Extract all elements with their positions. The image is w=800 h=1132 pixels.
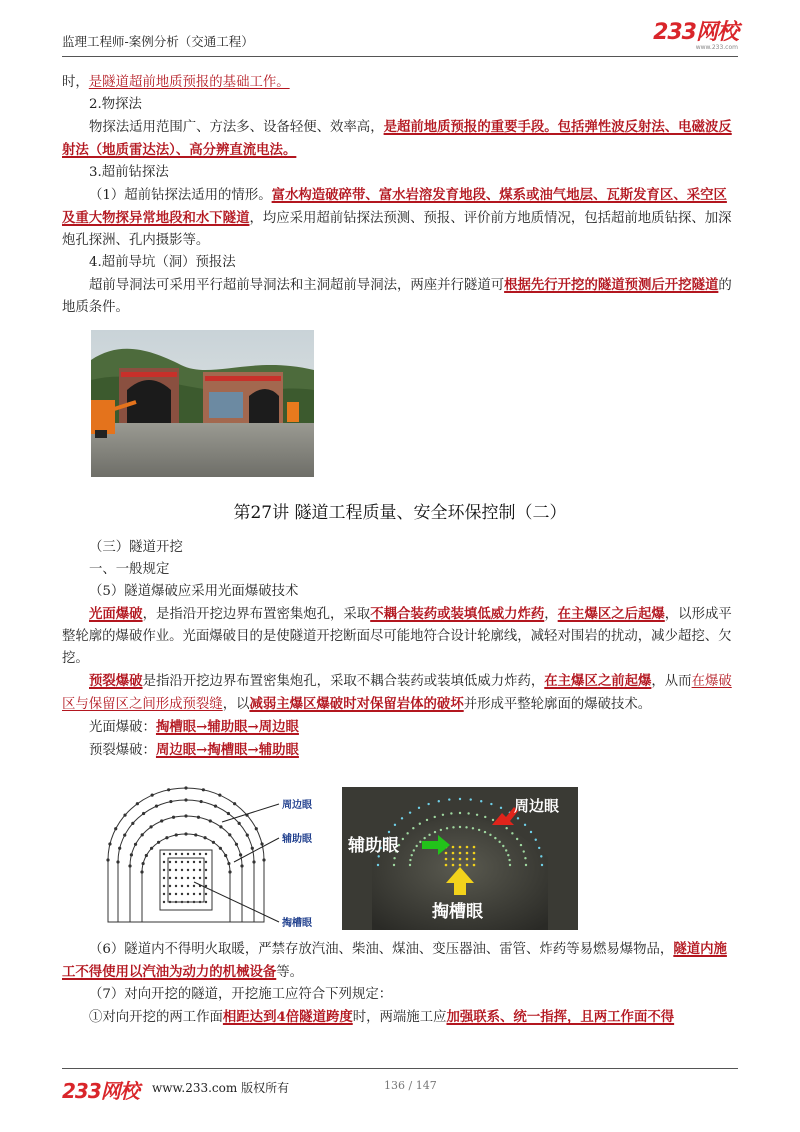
face-hole-dot [448,798,450,800]
face-cut-dot [466,852,469,855]
face-cut-dot [466,864,469,867]
face-cut-dot [452,864,455,867]
sequence-value: 掏槽眼→辅助眼→周边眼 [155,719,299,735]
face-cut-dot [452,858,455,861]
face-hole-dot [472,827,474,829]
face-hole-dot [480,800,482,802]
face-hole-dot [409,864,411,866]
face-hole-dot [450,812,452,814]
face-hole-dot [434,831,436,833]
blast-hole-dot [184,814,187,817]
cut-hole-dot [169,877,171,879]
face-cut-dot [452,852,455,855]
face-hole-dot [535,839,537,841]
cut-hole-dot [175,861,177,863]
cut-hole-dot [175,877,177,879]
cut-hole-dot [181,869,183,871]
face-cut-dot [445,858,448,861]
cut-hole-dot [199,861,201,863]
blast-hole-dot [118,847,121,850]
blast-hole-dot [165,836,168,839]
blast-hole-dot [106,858,109,861]
cut-hole-dot [193,901,195,903]
cut-hole-dot [187,861,189,863]
face-hole-dot [440,829,442,831]
cut-hole-dot [175,893,177,895]
blast-hole-dot [151,794,154,797]
face-hole-dot [508,859,510,861]
highlight-text: 汽油为动力的机械设备 [142,964,277,980]
face-hole-dot [470,798,472,800]
face-hole-dot [418,807,420,809]
blast-hole-dot [141,833,144,836]
blast-hole-dot [238,822,241,825]
text: （1）超前钻探法适用的情形。 [89,188,272,203]
face-hole-dot [411,854,413,856]
cut-hole-dot [199,877,201,879]
sequence-smooth [62,716,738,739]
face-hole-dot [509,864,511,866]
blast-hole-dot [255,827,258,830]
blast-hole-dot [239,853,242,856]
cut-hole-dot [175,853,177,855]
sequence-value: 周边眼→掏槽眼→辅助眼 [155,742,299,758]
blast-hole-dot [209,819,212,822]
cut-hole-dot [169,853,171,855]
blast-hole-dot [128,864,131,867]
label-auxiliary-holes: 辅助眼 [282,834,312,845]
blast-hole-dot [246,833,249,836]
face-hole-dot [452,826,454,828]
blast-hole-dot [116,860,119,863]
face-hole-dot [498,841,500,843]
face-hole-dot [520,844,522,846]
cut-hole-dot [169,869,171,871]
cut-hole-dot [205,893,207,895]
blast-hole-dot [233,802,236,805]
cut-hole-dot [205,853,207,855]
paragraph-item7-1 [62,1006,738,1029]
paragraph-presplit-blasting [62,670,738,716]
blast-hole-dot [131,822,134,825]
face-hole-dot [415,845,417,847]
cut-hole-dot [163,885,165,887]
cut-hole-dot [169,861,171,863]
blast-hole-dot [228,870,231,873]
face-hole-dot [428,834,430,836]
sequence-label: 光面爆破： [89,720,156,735]
face-hole-dot [426,819,428,821]
cut-hole-dot [163,893,165,895]
face-hole-dot [419,841,421,843]
subheading: 2.物探法 [89,97,142,112]
face-hole-dot [516,838,518,840]
paragraph [62,274,738,319]
blast-hole-dot [134,843,137,846]
blast-hole-dot [214,805,217,808]
face-hole-dot [388,831,390,833]
cut-hole-dot [169,893,171,895]
blast-hole-dot [184,786,187,789]
section-heading: （三）隧道开挖 [89,540,183,555]
highlight-text: 在主爆区之前起爆 [544,673,652,689]
photo-label-cut: 掏槽眼 [432,902,483,922]
face-hole-dot [489,834,491,836]
cut-hole-dot [187,877,189,879]
blast-hole-dot [218,794,221,797]
paragraph [62,184,738,252]
blast-hole-dot [219,847,222,850]
highlight-text: 加强联系、统一指挥，且两工作面不得 [446,1009,675,1025]
cut-hole-dot [181,885,183,887]
subheading: 3.超前钻探法 [89,165,169,180]
term-smooth-blasting: 光面爆破 [89,606,143,622]
face-hole-dot [476,814,478,816]
highlight-text: 是隧道超前地质预报的基础工作。 [88,75,290,90]
paragraph [62,72,738,94]
paragraph-item7: （7）对向开挖的隧道，开挖施工应符合下列规定： [89,987,393,1002]
face-hole-dot [540,855,542,857]
face-hole-dot [523,850,525,852]
face-hole-dot [511,832,513,834]
face-hole-dot [427,803,429,805]
label-perimeter-holes: 周边眼 [282,800,312,811]
face-hole-dot [409,811,411,813]
face-hole-dot [517,817,519,819]
face-hole-dot [505,827,507,829]
face-hole-dot [467,812,469,814]
face-hole-dot [393,864,395,866]
subheading: 4.超前导坑（洞）预报法 [89,255,236,270]
highlight-text: 在爆破区与保留区之间形成预裂缝 [62,674,732,712]
face-cut-dot [473,852,476,855]
face-cut-dot [466,858,469,861]
cut-hole-dot [193,853,195,855]
cut-hole-dot [181,901,183,903]
cut-hole-dot [163,861,165,863]
blast-hole-dot [172,816,175,819]
cut-hole-dot [205,861,207,863]
blast-hole-dot [130,853,133,856]
blast-hole-dot [262,858,265,861]
face-hole-dot [402,838,404,840]
section-safety-rules [62,938,738,1029]
face-hole-dot [492,819,494,821]
blast-hole-dot [145,854,148,857]
blast-hole-dot [260,842,263,845]
highlight-text: 减弱主爆区爆破时对保留岩体的破坏 [249,696,464,712]
blast-hole-dot [203,836,206,839]
text: 物探法适用范围广、方法多、设备轻便、效率高， [89,120,384,135]
blast-hole-dot [169,800,172,803]
face-hole-dot [446,827,448,829]
face-hole-dot [459,812,461,814]
text: 等。 [276,965,304,980]
term-presplit-blasting: 预裂爆破 [89,673,143,689]
face-hole-dot [438,800,440,802]
cut-hole-dot [199,901,201,903]
blast-hole-dot [228,833,231,836]
cut-hole-dot [181,861,183,863]
highlight-text: 根据先行开挖的隧道预测后开挖隧道 [504,277,719,293]
text: ，均应采用超前钻探法预测、预报、评价前方地质情况，包括超前地质钻探、加深炮孔探洲、孔内摄影等。 [62,211,732,248]
cut-hole-dot [181,877,183,879]
page-footer [62,1068,738,1103]
face-hole-dot [442,814,444,816]
cut-hole-dot [193,893,195,895]
subheading: （5）隧道爆破应采用光面爆破技术 [89,584,299,599]
face-hole-dot [377,864,379,866]
face-cut-dot [459,846,462,849]
face-cut-dot [459,852,462,855]
face-hole-dot [394,824,396,826]
cut-hole-dot [163,877,165,879]
blast-hole-dot [194,833,197,836]
text: ，以 [222,697,250,712]
face-hole-dot [459,798,461,800]
blast-hole-dot [142,862,145,865]
blast-hole-dot [212,841,215,844]
blast-hole-dot [184,832,187,835]
face-hole-dot [409,859,411,861]
face-hole-dot [423,837,425,839]
cut-hole-dot [169,901,171,903]
tunnel-face-photo [342,787,578,930]
photo-label-perimeter: 周边眼 [514,797,560,815]
blast-hole-dot [175,833,178,836]
logo-subtext: www.233.com [695,44,738,51]
blast-hole-dot [150,847,153,850]
face-cut-dot [459,858,462,861]
face-cut-dot [466,846,469,849]
blast-hole-dot [227,862,230,865]
cut-hole-dot [205,869,207,871]
cut-hole-dot [181,853,183,855]
face-hole-dot [490,803,492,805]
blast-hole-dot [184,798,187,801]
section-tunnel-excavation [62,537,738,762]
paragraph-item6 [62,938,738,984]
face-cut-dot [459,864,462,867]
face-hole-dot [465,826,467,828]
sequence-presplit [62,739,738,762]
text: ， [544,607,558,622]
cut-hole-dot [169,885,171,887]
text: ，是指沿开挖边界布置密集炮孔，采取 [142,607,371,622]
sequence-label: 预裂爆破： [89,743,156,758]
highlight-text: 隧道内施工不得使用以 [62,941,727,980]
face-hole-dot [419,823,421,825]
cut-hole-dot [205,901,207,903]
face-hole-dot [530,831,532,833]
blast-hole-dot [200,800,203,803]
face-hole-dot [412,827,414,829]
highlight-text: 相距达到4倍隧道跨度 [222,1009,353,1025]
blast-hole-dot [155,805,158,808]
cut-hole-dot [163,901,165,903]
blast-hole-dot [123,833,126,836]
brand-logo [653,22,738,52]
face-hole-dot [524,824,526,826]
section-geological-forecast [62,72,738,319]
face-hole-dot [541,864,543,866]
blast-hole-dot [114,827,117,830]
highlight-text: 在主爆区之后起爆 [557,606,665,622]
blast-hole-dot [167,788,170,791]
cut-hole-dot [199,869,201,871]
page-number: 136 / 147 [384,1079,437,1092]
face-hole-dot [507,854,509,856]
cut-hole-dot [187,901,189,903]
face-cut-dot [445,864,448,867]
text: 超前导洞法可采用平行超前导洞法和主洞超前导洞法，两座并行隧道可 [89,278,505,293]
subheading: 一、一般规定 [89,562,170,577]
highlight-text: 富水构造破碎带、富水岩溶发育地段、煤系或油气地层、瓦斯发育区、采空区及重大物探异常地段和水下隧道 [62,187,727,226]
blast-hole-dot [251,847,254,850]
page-header [62,22,738,57]
blast-hole-dot [157,841,160,844]
face-cut-dot [473,846,476,849]
text: 并形成平整轮廓面的爆破技术。 [463,697,652,712]
face-hole-dot [393,857,395,859]
cut-hole-dot [193,869,195,871]
blast-hole-dot [235,843,238,846]
photo-label-auxiliary: 辅助眼 [348,836,399,856]
face-hole-dot [478,829,480,831]
face-hole-dot [484,831,486,833]
cut-hole-dot [175,869,177,871]
blast-hole-dot [123,814,126,817]
blast-hole-dot [140,870,143,873]
text: ，从而 [651,674,692,689]
text: （6）隧道内不得明火取暖，严禁存放汽油、柴油、煤油、变压器油、雷管、炸药等易燃易爆物品， [89,942,674,957]
cut-hole-dot [205,877,207,879]
cut-hole-dot [193,885,195,887]
cut-hole-dot [175,901,177,903]
face-hole-dot [502,845,504,847]
face-hole-dot [484,816,486,818]
cut-hole-dot [181,893,183,895]
paragraph-smooth-blasting [62,603,738,670]
cut-hole-dot [193,861,195,863]
blast-hole-dot [136,802,139,805]
text: 时， [62,75,89,90]
logo-text: 233网校 [653,20,738,45]
blast-hole-dot [219,825,222,828]
face-cut-dot [452,846,455,849]
face-cut-dot [473,864,476,867]
header-title: 监理工程师-案例分析（交通工程） [62,34,254,49]
cut-hole-dot [199,893,201,895]
blast-hole-dot [202,788,205,791]
blast-hole-diagram [94,782,334,930]
footer-logo: 233网校 [62,1079,139,1103]
face-hole-dot [538,847,540,849]
label-cut-holes: 掏槽眼 [282,918,312,929]
highlight-text: 是超前地质预报的重要手段。包括弹性波反射法、电磁波反射法（地质雷达法）、高分辨直流电法。 [62,119,732,158]
face-hole-dot [459,826,461,828]
cut-hole-dot [163,869,165,871]
face-hole-dot [505,849,507,851]
tunnel-portal-photo [91,330,314,477]
blast-hole-dot [227,812,230,815]
cut-hole-dot [187,885,189,887]
blast-hole-dot [108,842,111,845]
face-cut-dot [473,858,476,861]
face-hole-dot [525,864,527,866]
cut-hole-dot [187,893,189,895]
cut-hole-dot [175,885,177,887]
face-hole-dot [406,832,408,834]
face-hole-dot [500,807,502,809]
cut-hole-dot [163,853,165,855]
footer-copyright: www.233.com 版权所有 [152,1081,290,1095]
face-hole-dot [401,817,403,819]
text: 是指沿开挖边界布置密集炮孔，采取不耦合装药或装填低威力炸药， [142,674,545,689]
face-hole-dot [494,837,496,839]
cut-hole-dot [187,853,189,855]
face-hole-dot [434,816,436,818]
blast-hole-dot [252,860,255,863]
text: 的地质条件。 [62,278,732,315]
cut-hole-dot [193,877,195,879]
blast-hole-dot [197,816,200,819]
cut-hole-dot [199,853,201,855]
face-hole-dot [524,857,526,859]
blast-hole-dot [160,819,163,822]
text: ，以形成平整轮廓的爆破作业。光面爆破目的是使隧道开挖断面尽可能地符合设计轮廓线，减轻对围岩的扰动，减少超挖、欠挖。 [62,607,732,666]
highlight-text: 不耦合装药或装填低威力炸药 [370,606,545,622]
paragraph [62,116,738,162]
lecture-title: 第27讲 隧道工程质量、安全环保控制（二） [233,503,567,523]
text: 时，两端施工应 [352,1010,447,1025]
blast-hole-dot [149,825,152,828]
face-cut-dot [445,852,448,855]
blast-hole-dot [240,864,243,867]
face-hole-dot [413,849,415,851]
cut-hole-dot [187,869,189,871]
text: ①对向开挖的两工作面 [89,1010,223,1025]
blast-hole-dot [142,812,145,815]
blast-hole-dot [224,854,227,857]
